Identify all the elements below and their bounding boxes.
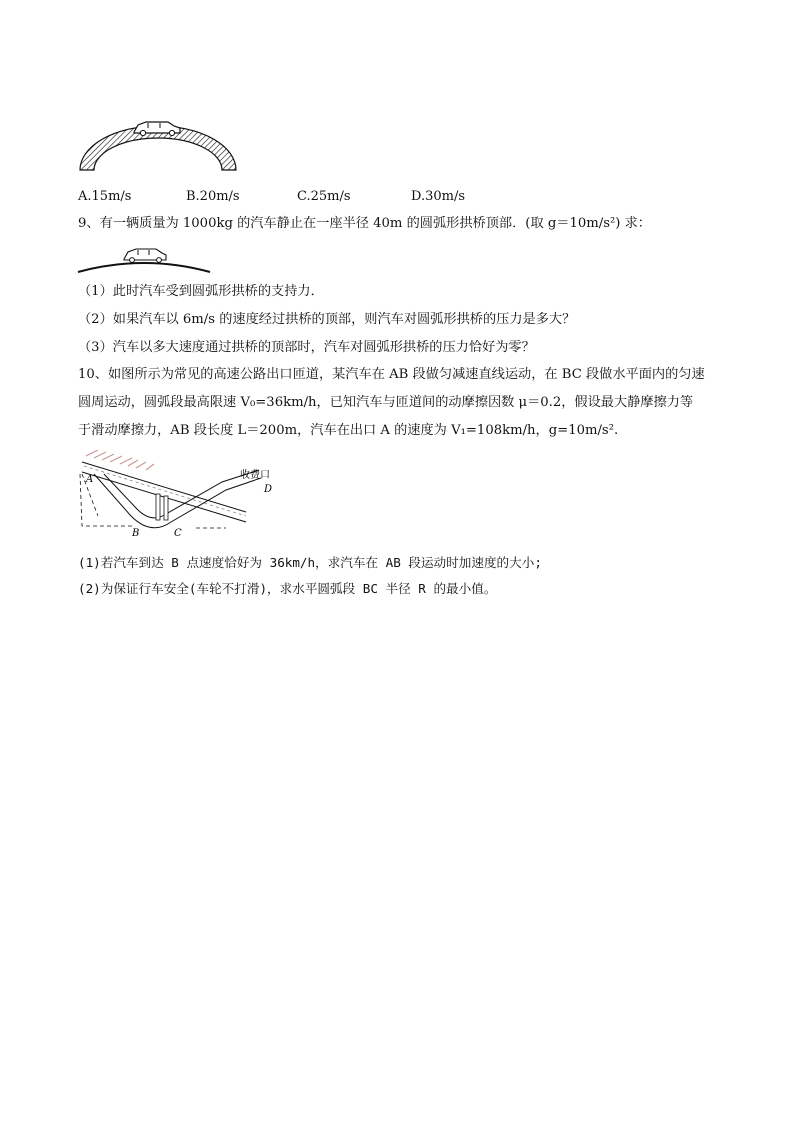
q10-line3: 于滑动摩擦力，AB 段长度 L＝200m，汽车在出口 A 的速度为 V₁=108km/h，g=10m/s².: [78, 423, 619, 438]
option-d: D.30m/s: [411, 189, 466, 204]
q10-line2: 圆周运动，圆弧段最高限速 V₀=36km/h，已知汽车与匝道间的动摩擦因数 μ＝0.2，假设最大静摩擦力等: [78, 395, 694, 410]
q9-stem: 9、有一辆质量为 1000kg 的汽车静止在一座半径 40m 的圆弧形拱桥顶部．(取 g＝10m/s²) 求：: [78, 216, 651, 231]
car-icon: [124, 249, 166, 262]
q9-part3: （3）汽车以多大速度通过拱桥的顶部时，汽车对圆弧形拱桥的压力恰好为零？: [78, 340, 535, 355]
q10-part1: (1)若汽车到达 B 点速度恰好为 36km/h，求汽车在 AB 段运动时加速度的大小;: [78, 555, 542, 570]
point-d-label: D: [264, 484, 273, 495]
point-a-label: A: [86, 474, 94, 485]
q10-line1: 10、如图所示为常见的高速公路出口匝道，某汽车在 AB 段做匀减速直线运动，在 BC 段做水平面内的匀速: [78, 367, 705, 382]
arch-bridge-figure: [76, 112, 240, 174]
q10-part2: (2)为保证行车安全(车轮不打滑)，求水平圆弧段 BC 半径 R 的最小值。: [78, 581, 497, 596]
option-b: B.20m/s: [186, 189, 240, 204]
option-a: A.15m/s: [78, 189, 132, 204]
expressway-exit-figure: [76, 450, 276, 544]
toll-gate-label: 收费口: [240, 470, 270, 481]
q9-part1: （1）此时汽车受到圆弧形拱桥的支持力．: [78, 284, 324, 299]
point-c-label: C: [174, 528, 182, 539]
bridge-top-figure: [76, 241, 212, 275]
option-c: C.25m/s: [297, 189, 351, 204]
q9-part2: （2）如果汽车以 6m/s 的速度经过拱桥的顶部，则汽车对圆弧形拱桥的压力是多大？: [78, 312, 576, 327]
point-b-label: B: [132, 528, 140, 539]
car-icon: [134, 122, 180, 136]
